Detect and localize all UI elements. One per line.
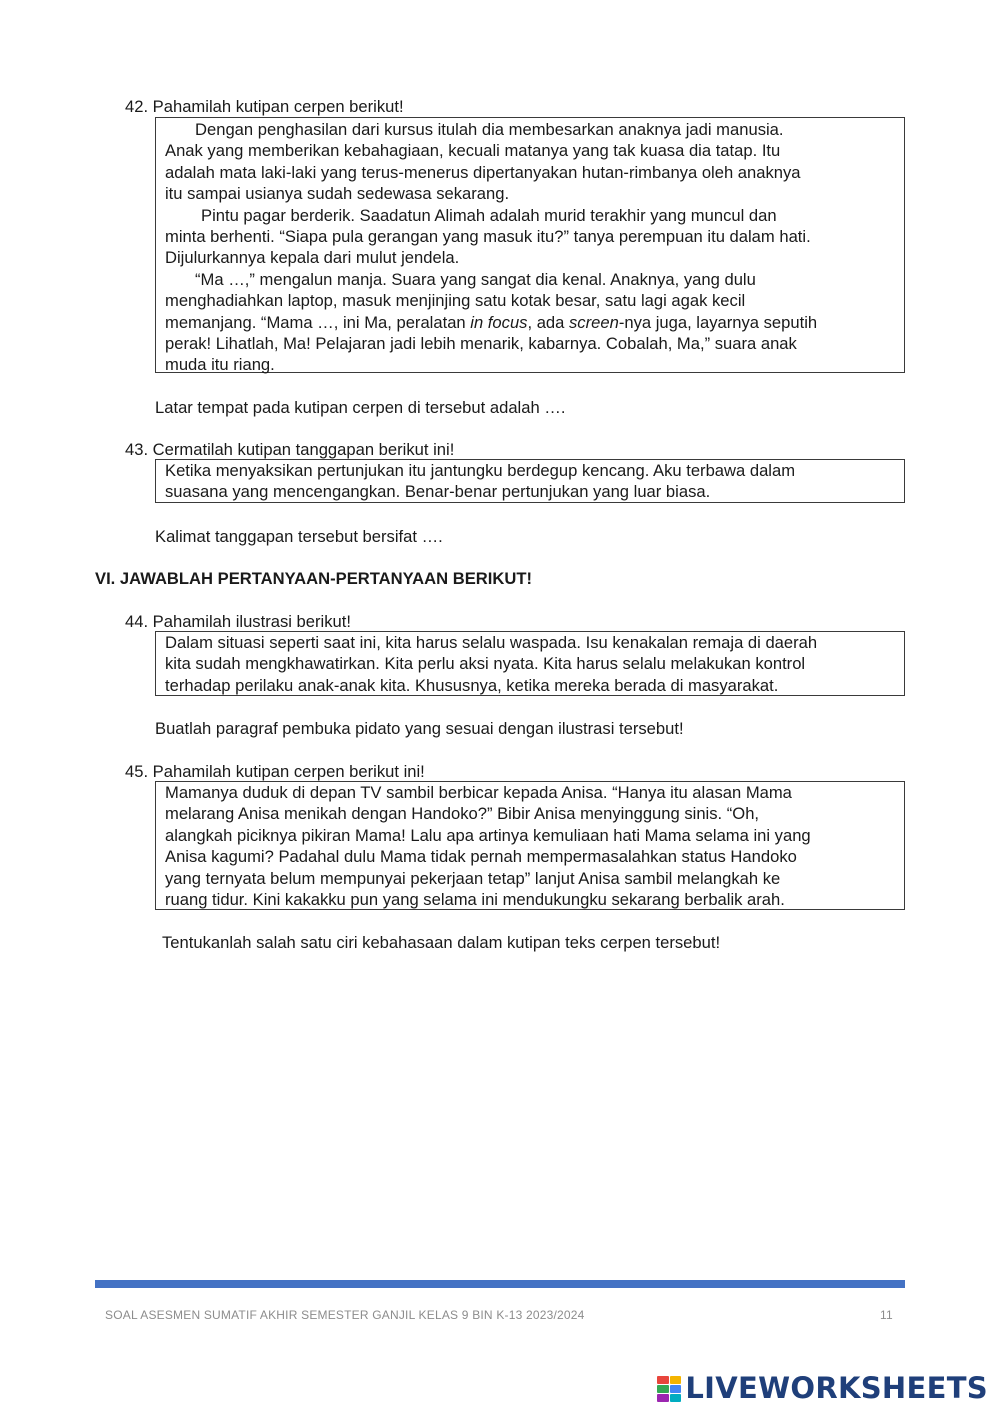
footer-title: SOAL ASESMEN SUMATIF AKHIR SEMESTER GANJIL KELAS 9 BIN K-13 2023/2024 bbox=[105, 1308, 585, 1322]
excerpt-line: Dijulurkannya kepala dari mulut jendela. bbox=[165, 248, 460, 268]
logo-block bbox=[670, 1394, 682, 1402]
question-43-heading: 43. Cermatilah kutipan tanggapan berikut ini! bbox=[125, 440, 455, 459]
logo-block bbox=[657, 1376, 669, 1384]
excerpt-line: adalah mata laki-laki yang terus-menerus dipertanyakan hutan-rimbanya oleh anaknya bbox=[165, 162, 801, 182]
logo-block bbox=[670, 1385, 682, 1393]
excerpt-text: memanjang. “Mama …, ini Ma, peralatan bbox=[165, 312, 471, 332]
excerpt-line: itu sampai usianya sudah sedewasa sekarang. bbox=[165, 184, 510, 204]
excerpt-line: melarang Anisa menikah dengan Handoko?” Bibir Anisa menyinggung sinis. “Oh, bbox=[165, 804, 760, 824]
excerpt-line: Anisa kagumi? Padahal dulu Mama tidak pernah mempermasalahkan status Handoko bbox=[165, 847, 797, 867]
question-44-excerpt-box bbox=[155, 631, 905, 696]
question-45-prompt: Tentukanlah salah satu ciri kebahasaan dalam kutipan teks cerpen tersebut! bbox=[162, 933, 721, 952]
question-42-prompt: Latar tempat pada kutipan cerpen di tersebut adalah …. bbox=[155, 398, 566, 417]
italic-term-in-focus: in focus bbox=[470, 312, 528, 332]
question-42-excerpt-box bbox=[155, 117, 905, 373]
question-42-heading: 42. Pahamilah kutipan cerpen berikut! bbox=[125, 97, 404, 116]
excerpt-line: Ketika menyaksikan pertunjukan itu jantungku berdegup kencang. Aku terbawa dalam bbox=[165, 461, 796, 480]
excerpt-line: ruang tidur. Kini kakakku pun yang selama ini mendukungku sekarang berbalik arah. bbox=[165, 890, 785, 910]
excerpt-line: Anak yang memberikan kebahagiaan, kecuali matanya yang tak kuasa dia tatap. Itu bbox=[165, 141, 781, 161]
excerpt-line: Pintu pagar berderik. Saadatun Alimah adalah murid terakhir yang muncul dan bbox=[201, 205, 777, 225]
excerpt-line: muda itu riang. bbox=[165, 355, 275, 375]
question-44-heading: 44. Pahamilah ilustrasi berikut! bbox=[125, 612, 351, 631]
excerpt-line: Mamanya duduk di depan TV sambil berbicar kepada Anisa. “Hanya itu alasan Mama bbox=[165, 783, 792, 802]
excerpt-line: “Ma …,” mengalun manja. Suara yang sangat dia kenal. Anaknya, yang dulu bbox=[195, 269, 756, 289]
excerpt-line: Dalam situasi seperti saat ini, kita harus selalu waspada. Isu kenakalan remaja di daerah bbox=[165, 633, 818, 652]
question-45-heading: 45. Pahamilah kutipan cerpen berikut ini! bbox=[125, 762, 425, 781]
question-43-prompt: Kalimat tanggapan tersebut bersifat …. bbox=[155, 527, 443, 546]
excerpt-line: kita sudah mengkhawatirkan. Kita perlu aksi nyata. Kita harus selalu melakukan kontrol bbox=[165, 654, 806, 674]
excerpt-line: alangkah piciknya pikiran Mama! Lalu apa artinya kemuliaan hati Mama selama ini yang bbox=[165, 825, 811, 845]
logo-block bbox=[657, 1394, 669, 1402]
liveworksheets-blocks-icon bbox=[657, 1376, 681, 1402]
excerpt-line-with-italics bbox=[165, 312, 896, 333]
logo-block bbox=[657, 1385, 669, 1393]
page-number: 11 bbox=[880, 1308, 893, 1322]
excerpt-text: , ada bbox=[527, 312, 569, 332]
question-43-excerpt-box bbox=[155, 459, 905, 503]
footer-divider-bar bbox=[95, 1280, 905, 1288]
question-45-excerpt-box bbox=[155, 781, 905, 910]
section-title: VI. JAWABLAH PERTANYAAN-PERTANYAAN BERIKUT! bbox=[95, 569, 533, 588]
excerpt-line: suasana yang mencengangkan. Benar-benar pertunjukan yang luar biasa. bbox=[165, 482, 711, 502]
question-44-prompt: Buatlah paragraf pembuka pidato yang sesuai dengan ilustrasi tersebut! bbox=[155, 719, 684, 738]
logo-block bbox=[670, 1376, 682, 1384]
excerpt-line: menghadiahkan laptop, masuk menjinjing satu kotak besar, satu lagi agak kecil bbox=[165, 291, 746, 311]
excerpt-line: terhadap perilaku anak-anak kita. Khususnya, ketika mereka berada di masyarakat. bbox=[165, 675, 779, 695]
excerpt-text: -nya juga, layarnya seputih bbox=[618, 312, 818, 332]
liveworksheets-logo bbox=[657, 1372, 988, 1406]
brand-name: LIVEWORKSHEETS bbox=[685, 1371, 988, 1406]
excerpt-line: perak! Lihatlah, Ma! Pelajaran jadi lebih menarik, kabarnya. Cobalah, Ma,” suara anak bbox=[165, 334, 797, 354]
italic-term-screen: screen bbox=[569, 312, 619, 332]
excerpt-line: Dengan penghasilan dari kursus itulah dia membesarkan anaknya jadi manusia. bbox=[195, 120, 784, 139]
excerpt-line: yang ternyata belum mempunyai pekerjaan tetap” lanjut Anisa sambil melangkah ke bbox=[165, 868, 781, 888]
excerpt-line: minta berhenti. “Siapa pula gerangan yang masuk itu?” tanya perempuan itu dalam hati. bbox=[165, 227, 811, 247]
